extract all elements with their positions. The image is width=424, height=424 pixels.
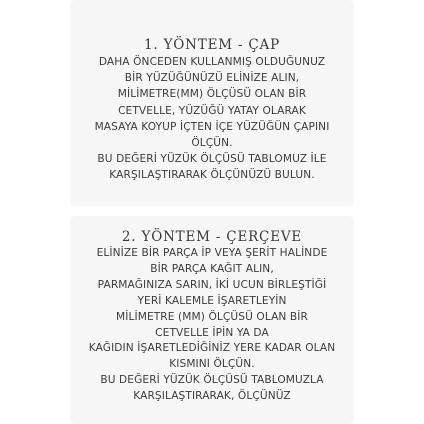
method-2-line: PARMAĞINIZA SARIN, İKİ UCUN BİRLEŞTİĞİ xyxy=(97,278,327,291)
method-1-line: BU DEĞERİ YÜZÜK ÖLÇÜSÜ TABLOMUZ İLE xyxy=(97,153,327,166)
method-2-card xyxy=(70,216,354,424)
method-2-line: MİLİMETRE (MM) ÖLÇÜSÜ OLAN BİR xyxy=(116,310,308,323)
method-1-line: MASAYA KOYUP İÇTEN İÇE YÜZÜĞÜN ÇAPINI xyxy=(94,120,330,133)
method-2-line: BİR PARÇA KAĞIT ALIN, xyxy=(150,262,274,275)
method-1-line: BİR YÜZÜĞÜNÜZÜ ELİNİZE ALIN, xyxy=(124,72,300,85)
method-2-line: KAĞIDIN İŞARETLEDİĞİNİZ YERE KADAR OLAN xyxy=(88,342,336,355)
method-1-instructions xyxy=(70,54,354,184)
method-2-line: CETVELLE İPİN YA DA xyxy=(155,326,269,339)
method-2-title: 2. YÖNTEM - ÇERÇEVE xyxy=(121,229,303,245)
method-2-line: BU DEĞERİ YÜZÜK ÖLÇÜSÜ TABLOMUZLA xyxy=(100,374,324,387)
method-2-line: KISMINI ÖLÇÜN. xyxy=(169,358,255,371)
method-1-line: DAHA ÖNCEDEN KULLANMIŞ OLDUĞUNUZ xyxy=(98,56,326,68)
method-1-line: ÖLÇÜN. xyxy=(191,137,233,150)
method-1-line: MİLİMETRE(MM) ÖLÇÜSÜ OLAN BİR xyxy=(117,88,307,101)
method-2-instructions xyxy=(70,246,354,405)
method-2-line: ELİNİZE BİR PARÇA İP VEYA ŞERİT HALİNDE xyxy=(96,247,328,259)
method-2-line: YERİ KALEMLE İŞARETLEYİN xyxy=(137,294,287,307)
method-2-line: KARŞILAŞTIRARAK, ÖLÇÜNÜZ xyxy=(133,390,291,403)
method-1-title: 1. YÖNTEM - ÇAP xyxy=(144,37,280,53)
method-1-line: KARŞILAŞTIRARAK ÖLÇÜNÜZÜ BULUN. xyxy=(109,169,315,182)
method-1-card xyxy=(70,0,354,206)
method-1-line: CETVELLE, YÜZÜĞÜ YATAY OLARAK xyxy=(118,104,306,117)
